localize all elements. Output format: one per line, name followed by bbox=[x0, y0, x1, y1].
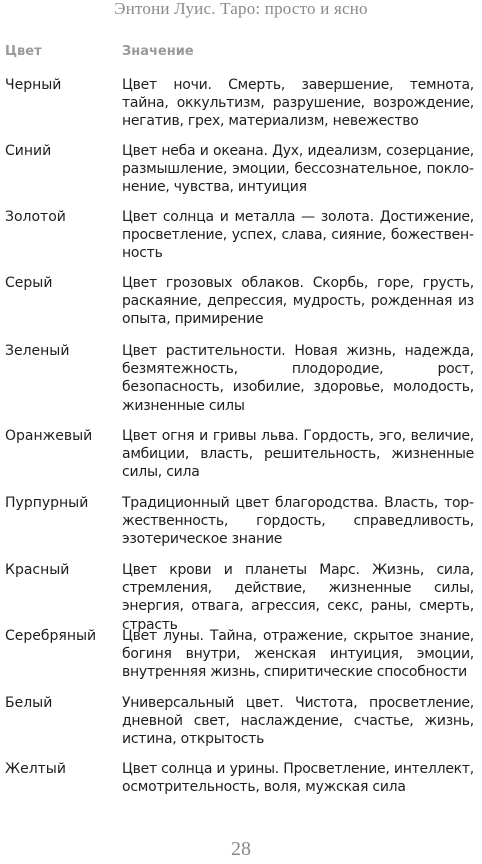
color-meaning: Цвет ночи. Смерть, завершение, темнота, тайна, оккультизм, разрушение, возрождение, негатив, грех, материализм, невежество bbox=[122, 77, 474, 130]
color-meaning: Цвет огня и гривы льва. Гордость, эго, величие, амбиции, власть, решительность, жизненные силы, сила bbox=[122, 428, 474, 481]
color-name: Красный bbox=[5, 562, 70, 578]
color-name: Золотой bbox=[5, 209, 66, 225]
color-name: Желтый bbox=[5, 761, 66, 777]
color-meaning: Цвет растительности. Новая жизнь, надежда, безмятежность, плодородие, рост, безопасность, изобилие, здоровье, молодость, жизненные силы bbox=[122, 343, 474, 414]
color-meaning: Цвет солнца и урины. Просветление, интеллект, осмотрительность, воля, мужская сила bbox=[122, 761, 474, 796]
color-meaning: Цвет грозовых облаков. Скорбь, горе, грусть, раскаяние, депрессия, мудрость, рожденная из опыта, примирение bbox=[122, 275, 474, 328]
color-meaning: Цвет луны. Тайна, отражение, скрытое знание, богиня внутри, женская интуиция, эмоции, внутренняя жизнь, спиритические способности bbox=[122, 628, 474, 681]
color-meaning: Цвет неба и океана. Дух, идеализм, созерцание, размышление, эмоции, бессознательное, поклонение, чувства, интуиция bbox=[122, 143, 474, 196]
color-name: Оранжевый bbox=[5, 428, 93, 444]
page-number: 28 bbox=[231, 838, 251, 860]
running-title: Энтони Луис. Таро: просто и ясно bbox=[114, 0, 368, 18]
color-name: Белый bbox=[5, 695, 53, 711]
column-header-meaning: Значение bbox=[122, 44, 194, 59]
color-name: Черный bbox=[5, 77, 62, 93]
column-header-color: Цвет bbox=[5, 44, 42, 59]
color-name: Синий bbox=[5, 143, 52, 159]
color-name: Серый bbox=[5, 275, 53, 291]
color-name: Серебряный bbox=[5, 628, 97, 644]
color-meaning: Цвет крови и планеты Марс. Жизнь, сила, стремления, действие, жизненные силы, энергия, отвага, агрессия, секс, раны, смерть, страсть bbox=[122, 562, 474, 633]
color-name: Зеленый bbox=[5, 343, 70, 359]
color-meaning: Традиционный цвет благородства. Власть, торжественность, гордость, справедливость, эзотерическое знание bbox=[122, 495, 474, 548]
color-meaning: Универсальный цвет. Чистота, просветление, дневной свет, наслаждение, счастье, жизнь, истина, открытость bbox=[122, 695, 474, 748]
color-name: Пурпурный bbox=[5, 495, 89, 511]
color-meaning: Цвет солнца и металла — золота. Достижение, просветление, успех, слава, сияние, божественность bbox=[122, 209, 474, 262]
